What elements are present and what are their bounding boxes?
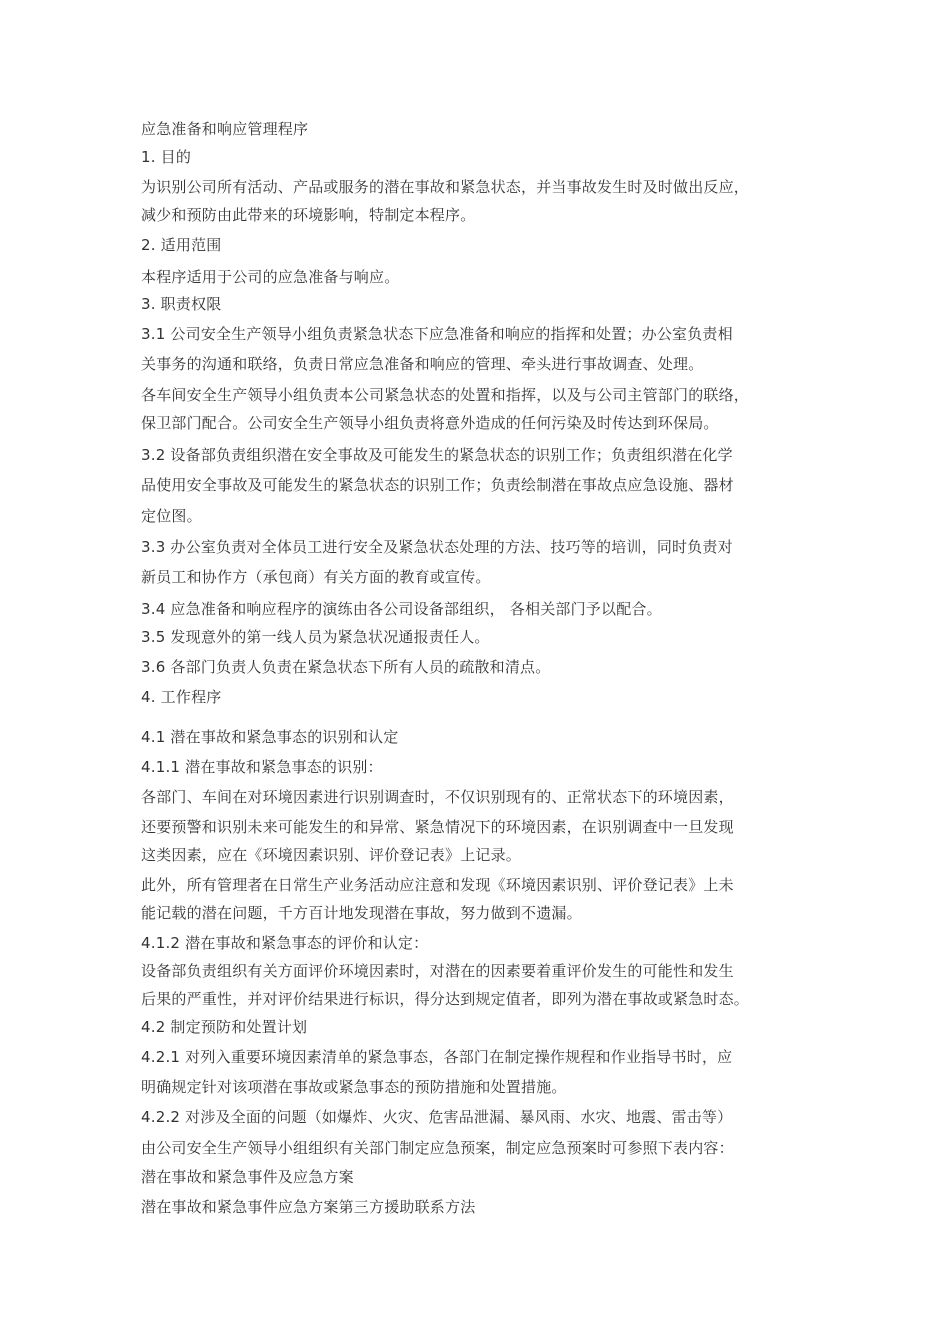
paragraph-line: 3.2 设备部负责组织潜在安全事故及可能发生的紧急状态的识别工作；负责组织潜在化学: [141, 446, 733, 464]
paragraph-line: 这类因素，应在《环境因素识别、评价登记表》上记录。: [141, 846, 522, 864]
paragraph-line: 定位图。: [141, 507, 202, 525]
subsection-heading: 4.1.1 潜在事故和紧急事态的识别：: [141, 758, 383, 776]
paragraph-line: 关事务的沟通和联络，负责日常应急准备和响应的管理、牵头进行事故调查、处理。: [141, 355, 704, 373]
paragraph-line: 设备部负责组织有关方面评价环境因素时，对潜在的因素要着重评价发生的可能性和发生: [141, 962, 734, 980]
paragraph-line: 新员工和协作方（承包商）有关方面的教育或宣传。: [141, 568, 491, 586]
paragraph-line: 此外，所有管理者在日常生产业务活动应注意和发现《环境因素识别、评价登记表》上未: [141, 876, 734, 894]
table-caption: 潜在事故和紧急事件应急方案第三方援助联系方法: [141, 1198, 476, 1216]
paragraph-line: 3.1 公司安全生产领导小组负责紧急状态下应急准备和响应的指挥和处置；办公室负责相: [141, 325, 733, 343]
section-heading: 3. 职责权限: [141, 295, 222, 313]
paragraph-line: 3.6 各部门负责人负责在紧急状态下所有人员的疏散和清点。: [141, 658, 551, 676]
paragraph-line: 各车间安全生产领导小组负责本公司紧急状态的处置和指挥，以及与公司主管部门的联络，: [141, 386, 750, 404]
document-title: 应急准备和响应管理程序: [141, 120, 309, 138]
paragraph-line: 3.3 办公室负责对全体员工进行安全及紧急状态处理的方法、技巧等的培训，同时负责对: [141, 538, 733, 556]
section-heading: 1. 目的: [141, 148, 192, 166]
subsection-heading: 4.1 潜在事故和紧急事态的识别和认定: [141, 728, 399, 746]
paragraph-line: 明确规定针对该项潜在事故或紧急事态的预防措施和处置措施。: [141, 1078, 567, 1096]
paragraph-line: 4.2.2 对涉及全面的问题（如爆炸、火灾、危害品泄漏、暴风雨、水灾、地震、雷击等）: [141, 1108, 733, 1126]
paragraph-line: 后果的严重性，并对评价结果进行标识，得分达到规定值者，即列为潜在事故或紧急时态。: [141, 990, 750, 1008]
section-heading: 4. 工作程序: [141, 688, 222, 706]
paragraph-line: 为识别公司所有活动、产品或服务的潜在事故和紧急状态，并当事故发生时及时做出反应，: [141, 178, 750, 196]
paragraph-line: 品使用安全事故及可能发生的紧急状态的识别工作；负责绘制潜在事故点应急设施、器材: [141, 476, 734, 494]
subsection-heading: 4.1.2 潜在事故和紧急事态的评价和认定：: [141, 934, 429, 952]
paragraph-line: 4.2.1 对列入重要环境因素清单的紧急事态，各部门在制定操作规程和作业指导书时，应: [141, 1048, 733, 1066]
paragraph-line: 还要预警和识别未来可能发生的和异常、紧急情况下的环境因素，在识别调查中一旦发现: [141, 818, 734, 836]
table-caption: 潜在事故和紧急事件及应急方案: [141, 1168, 354, 1186]
paragraph-line: 能记载的潜在问题，千方百计地发现潜在事故，努力做到不遗漏。: [141, 904, 582, 922]
paragraph-line: 保卫部门配合。公司安全生产领导小组负责将意外造成的任何污染及时传达到环保局。: [141, 414, 719, 432]
paragraph-line: 3.4 应急准备和响应程序的演练由各公司设备部组织， 各相关部门予以配合。: [141, 600, 662, 618]
subsection-heading: 4.2 制定预防和处置计划: [141, 1018, 308, 1036]
paragraph-line: 本程序适用于公司的应急准备与响应。: [141, 268, 400, 286]
paragraph-line: 各部门、车间在对环境因素进行识别调查时，不仅识别现有的、正常状态下的环境因素，: [141, 788, 734, 806]
paragraph-line: 由公司安全生产领导小组组织有关部门制定应急预案，制定应急预案时可参照下表内容：: [141, 1139, 734, 1157]
paragraph-line: 减少和预防由此带来的环境影响，特制定本程序。: [141, 206, 476, 224]
paragraph-line: 3.5 发现意外的第一线人员为紧急状况通报责任人。: [141, 628, 490, 646]
section-heading: 2. 适用范围: [141, 236, 222, 254]
